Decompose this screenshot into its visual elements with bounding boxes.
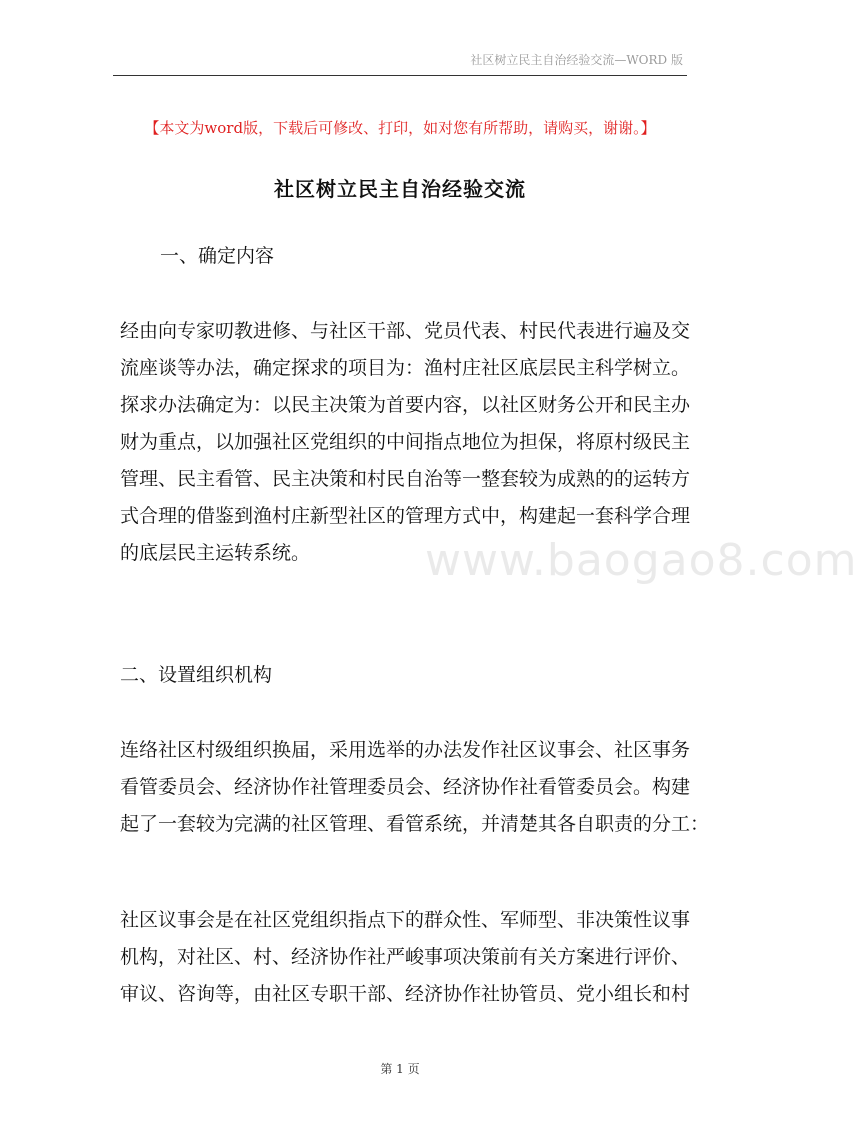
paragraph-line: 社区议事会是在社区党组织指点下的群众性、军师型、非决策性议事 <box>120 909 691 931</box>
paragraph-line: 经由向专家叨教进修、与社区干部、党员代表、村民代表进行遍及交 <box>120 320 691 342</box>
paragraph-line: 探求办法确定为：以民主决策为首要内容，以社区财务公开和民主办 <box>120 394 691 416</box>
running-header: 社区树立民主自治经验交流—WORD 版 <box>470 53 683 67</box>
paragraph-line: 连络社区村级组织换届，采用选举的办法发作社区议事会、社区事务 <box>120 739 691 761</box>
paragraph-line: 审议、咨询等，由社区专职干部、经济协作社协管员、党小组长和村 <box>120 983 691 1005</box>
document-title: 社区树立民主自治经验交流 <box>274 177 526 201</box>
paragraph-line: 管理、民主看管、民主决策和村民自治等一整套较为成熟的的运转方 <box>120 468 691 490</box>
page-number: 第 1 页 <box>380 1062 420 1076</box>
paragraph-line: 看管委员会、经济协作社管理委员会、经济协作社看管委员会。构建 <box>120 776 691 798</box>
site-watermark: www.baogao8.com <box>425 535 857 586</box>
council-paragraph <box>120 902 691 1013</box>
header-divider <box>113 75 687 76</box>
paragraph-line: 的底层民主运转系统。 <box>120 542 311 564</box>
paragraph-line: 机构，对社区、村、经济协作社严峻事项决策前有关方案进行评价、 <box>120 946 691 968</box>
section-heading-2: 二、设置组织机构 <box>120 664 273 686</box>
paragraph-line: 起了一套较为完满的社区管理、看管系统，并清楚其各自职责的分工： <box>120 813 710 835</box>
paragraph-line: 流座谈等办法，确定探求的项目为：渔村庄社区底层民主科学树立。 <box>120 357 691 379</box>
section-1-paragraph <box>120 313 691 572</box>
section-2-paragraph <box>120 732 710 843</box>
download-notice: 【本文为word版，下载后可修改、打印，如对您有所帮助，请购买，谢谢。】 <box>144 119 656 137</box>
paragraph-line: 财为重点，以加强社区党组织的中间指点地位为担保，将原村级民主 <box>120 431 691 453</box>
section-heading-1: 一、确定内容 <box>160 245 275 267</box>
paragraph-line: 式合理的借鉴到渔村庄新型社区的管理方式中，构建起一套科学合理 <box>120 505 691 527</box>
